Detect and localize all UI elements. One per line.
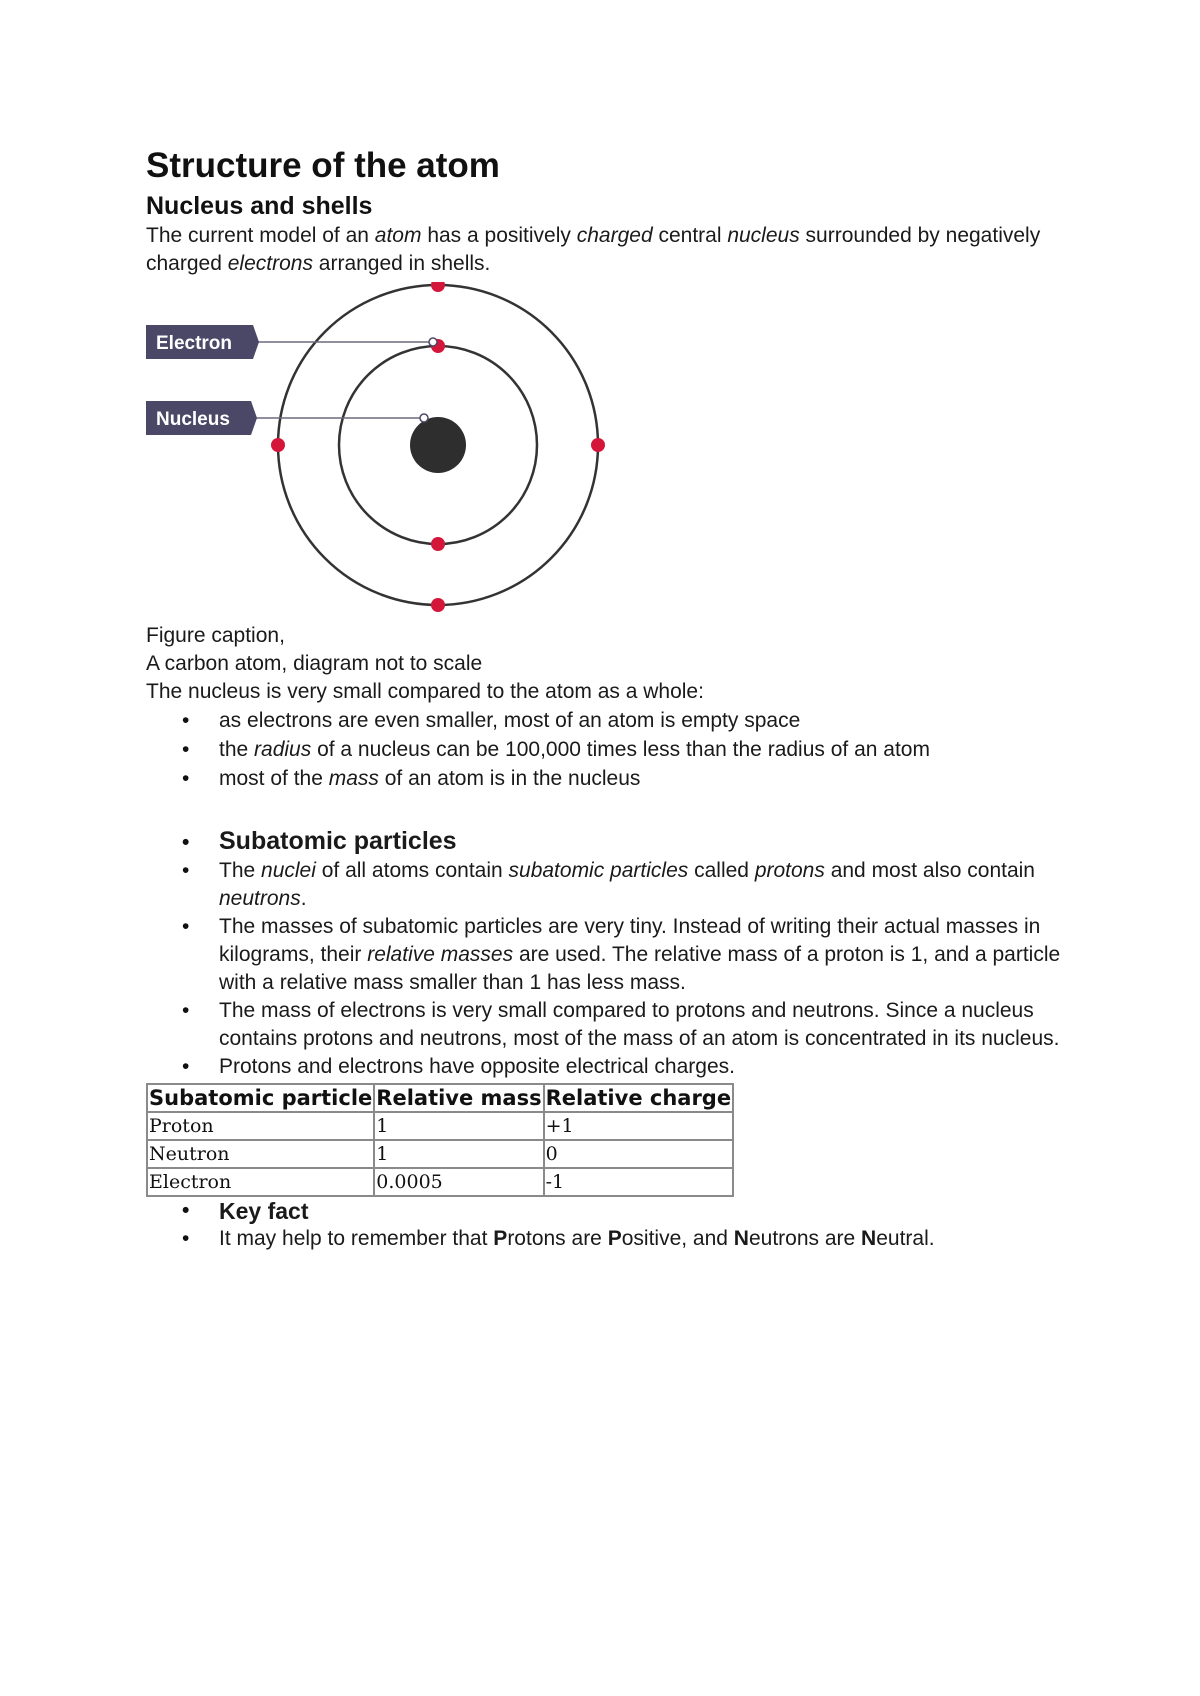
- table-header: Relative charge: [545, 1086, 732, 1110]
- text-run: has a positively: [421, 224, 577, 247]
- text-run: and most also contain: [824, 859, 1035, 882]
- table-cell: 1: [374, 1112, 543, 1140]
- nucleus-points-list: [146, 706, 1076, 793]
- figure-caption-label: Figure caption,: [146, 624, 285, 647]
- page-title: Structure of the atom: [146, 146, 500, 185]
- section-heading-subatomic-particles: • Subatomic particles: [146, 825, 1076, 857]
- table-cell: 1: [374, 1140, 543, 1168]
- text-run: The mass of electrons is very small compared to protons and neutrons. Since a nucleus contains protons and neutrons, most of the mass of an atom is concentrated in its nucleus.: [219, 999, 1060, 1050]
- subatomic-list: [146, 825, 1076, 1081]
- text-run: called: [688, 859, 755, 882]
- table-header-row: [147, 1084, 733, 1112]
- emphasis-text: protons: [754, 859, 825, 882]
- list-item: [146, 997, 1076, 1053]
- text-run: .: [300, 887, 307, 910]
- text-run: are used. The relative mass of a proton is 1, and a particle with a relative mass smaller than 1 has less mass.: [219, 943, 1061, 994]
- electron-outer-bottom: [431, 598, 445, 612]
- table-row: [147, 1168, 733, 1196]
- text-run: eutral.: [876, 1227, 935, 1250]
- text-run: ositive, and: [621, 1227, 734, 1250]
- text-run: Protons and electrons have opposite electrical charges.: [219, 1055, 735, 1078]
- table-cell: -1: [544, 1168, 733, 1196]
- bold-text: N: [733, 1227, 749, 1250]
- bold-text: P: [493, 1227, 508, 1250]
- emphasis-text: mass: [328, 767, 379, 790]
- text-run: It may help to remember that: [219, 1227, 494, 1250]
- table-cell: 0: [544, 1140, 733, 1168]
- emphasis-text: electrons: [227, 252, 313, 275]
- list-item: [146, 913, 1076, 997]
- section-heading-nucleus-and-shells: Nucleus and shells: [146, 192, 373, 220]
- text-run: surrounded by negatively charged: [146, 224, 1041, 275]
- table-header: Subatomic particle: [149, 1086, 373, 1110]
- list-item: [146, 1053, 1076, 1081]
- text-run: of all atoms contain: [315, 859, 509, 882]
- text-run: as electrons are even smaller, most of an atom is empty space: [219, 709, 801, 732]
- bold-text: N: [861, 1227, 877, 1250]
- bold-text: P: [607, 1227, 622, 1250]
- nucleus-intro: The nucleus is very small compared to the atom as a whole:: [146, 680, 704, 703]
- text-run: the: [219, 738, 255, 761]
- nucleus-pointer-dot: [420, 414, 428, 422]
- document-page: [146, 142, 1076, 1253]
- text-run: rotons are: [507, 1227, 608, 1250]
- electron-pointer-dot: [429, 338, 437, 346]
- atom-diagram: [146, 282, 646, 622]
- list-item: [146, 735, 1076, 764]
- key-fact-heading: • Key fact: [146, 1197, 1076, 1225]
- electron-outer-right: [591, 438, 605, 452]
- key-fact-list: [146, 1197, 1076, 1253]
- text-run: The current model of an: [146, 224, 375, 247]
- emphasis-text: neutrons: [219, 887, 301, 910]
- emphasis-text: nuclei: [261, 859, 316, 882]
- emphasis-text: atom: [374, 224, 422, 247]
- text-run: of an atom is in the nucleus: [378, 767, 641, 790]
- list-item: [146, 764, 1076, 793]
- text-run: arranged in shells.: [312, 252, 491, 275]
- table-cell: 0.0005: [374, 1168, 543, 1196]
- emphasis-text: radius: [254, 738, 312, 761]
- table-cell: Proton: [147, 1112, 374, 1140]
- emphasis-text: relative masses: [367, 943, 514, 966]
- table-cell: +1: [544, 1112, 733, 1140]
- text-run: eutrons are: [748, 1227, 862, 1250]
- electron-inner-bottom: [431, 537, 445, 551]
- nucleus-core: [410, 417, 466, 473]
- electron-label: Electron: [156, 333, 233, 354]
- electron-outer-top: [431, 282, 445, 292]
- table-header: Relative mass: [376, 1086, 542, 1110]
- electron-outer-left: [271, 438, 285, 452]
- carbon-atom-svg: [146, 282, 646, 622]
- table-row: [147, 1140, 733, 1168]
- text-run: central: [652, 224, 728, 247]
- text-run: The: [219, 859, 262, 882]
- figure-caption-text: A carbon atom, diagram not to scale: [146, 652, 483, 675]
- emphasis-text: nucleus: [727, 224, 800, 247]
- key-fact-text: [146, 1225, 1076, 1253]
- table-cell: Electron: [147, 1168, 374, 1196]
- list-item: [146, 706, 1076, 735]
- text-run: of a nucleus can be 100,000 times less than the radius of an atom: [311, 738, 930, 761]
- subatomic-table: [146, 1083, 734, 1197]
- emphasis-text: charged: [576, 224, 653, 247]
- emphasis-text: subatomic particles: [508, 859, 689, 882]
- table-row: [147, 1112, 733, 1140]
- text-run: The masses of subatomic particles are very tiny. Instead of writing their actual masses in kilograms, their: [219, 915, 1041, 966]
- table-cell: Neutron: [147, 1140, 374, 1168]
- list-item: [146, 857, 1076, 913]
- text-run: most of the: [219, 767, 329, 790]
- nucleus-label: Nucleus: [156, 409, 230, 430]
- intro-paragraph: [146, 222, 1076, 278]
